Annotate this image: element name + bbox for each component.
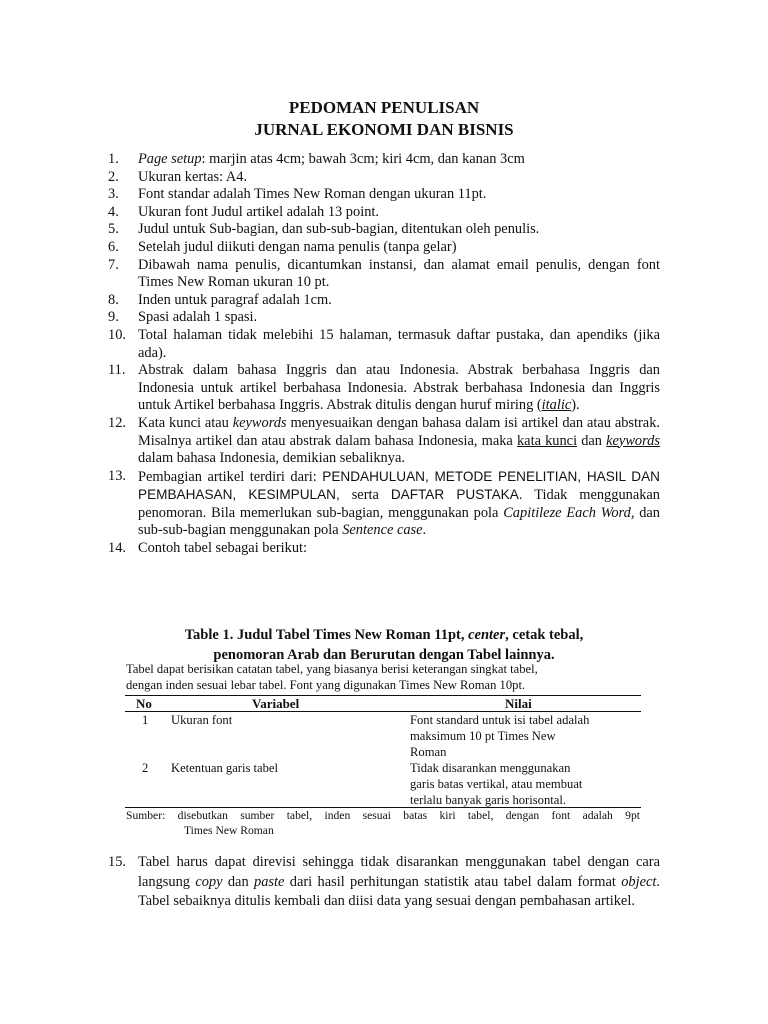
- list-item-4: [108, 204, 660, 222]
- list-item-10: [108, 327, 660, 362]
- table-cell-no: 2: [142, 761, 149, 775]
- list-item-2: [108, 169, 660, 187]
- item-number: 4.: [108, 203, 119, 220]
- item-text: dalam bahasa Indonesia, demikian sebaliknya.: [138, 450, 405, 467]
- item-text: dan: [222, 873, 255, 890]
- list-item-12: [108, 415, 660, 468]
- item-text: menyesuaikan dengan bahasa dalam isi artikel dan atau abstrak. Misalnya artikel dan atau abstrak dalam bahasa Indonesia, maka: [138, 414, 660, 449]
- item-text-italic: paste: [254, 873, 285, 890]
- item-text: Kata kunci atau: [138, 414, 233, 431]
- item-number: 6.: [108, 238, 119, 255]
- page-title-line-2: JURNAL EKONOMI DAN BISNIS: [254, 120, 514, 139]
- item-text: Tidak menggunakan penomoran. Bila memerlukan sub-bagian, menggunakan pola: [138, 487, 660, 521]
- item-text: Judul untuk Sub-bagian, dan sub-sub-bagian, ditentukan oleh penulis.: [138, 221, 540, 238]
- table-cell-nilai: Font standard untuk isi tabel adalah: [410, 713, 590, 727]
- item-text: ).: [571, 397, 580, 414]
- item-text: Font standar adalah Times New Roman dengan ukuran 11pt.: [138, 186, 487, 203]
- list-item-15: [108, 853, 660, 912]
- item-number: 13.: [108, 467, 126, 484]
- list-item-3: [108, 186, 660, 204]
- item-number: 8.: [108, 291, 119, 308]
- item-number: 11.: [108, 362, 126, 379]
- list-item-8: [108, 292, 660, 310]
- list-item-14: [108, 540, 660, 558]
- table-note-line-1: Tabel dapat berisikan catatan tabel, yang biasanya berisi keterangan singkat tabel,: [126, 662, 538, 676]
- table-cell-nilai: Roman: [410, 745, 447, 759]
- item-text-italic: object: [621, 873, 657, 890]
- item-number: 14.: [108, 540, 126, 557]
- item-number: 12.: [108, 414, 126, 431]
- item-text: Inden untuk paragraf adalah 1cm.: [138, 291, 332, 308]
- list-item-11: [108, 362, 660, 415]
- item-text: dan: [577, 432, 607, 449]
- table-cell-variabel: Ketentuan garis tabel: [171, 761, 279, 775]
- item-text: Dibawah nama penulis, dicantumkan instansi, dan alamat email penulis, dengan font Times New Roman ukuran 10 pt.: [138, 256, 660, 291]
- item-number: 7.: [108, 256, 119, 273]
- list-item-7: [108, 257, 660, 292]
- item-text: Ukuran kertas: A4.: [138, 168, 248, 185]
- item-text: Abstrak dalam bahasa Inggris dan atau Indonesia. Abstrak berbahasa Inggris dan Indonesia untuk artikel berbahasa Indonesia. Abstrak berbahasa Indonesia dan Inggris untuk Artikel berbahasa Inggris. Abstrak ditulis dengan huruf miring (: [138, 362, 660, 414]
- item-text: Ukuran font Judul artikel adalah 13 point.: [138, 203, 379, 220]
- item-text-sans: DAFTAR PUSTAKA.: [390, 487, 523, 503]
- item-number: 2.: [108, 168, 119, 185]
- item-number: 10.: [108, 326, 126, 343]
- item-text-italic: keywords: [232, 414, 287, 431]
- item-text-italic: italic: [541, 397, 572, 414]
- item-text-italic: Sentence case: [342, 522, 423, 539]
- item-text: Pembagian artikel terdiri dari:: [138, 468, 323, 485]
- item-text: , dan sub-sub-bagian menggunakan pola: [138, 504, 660, 539]
- page-title-line-1: PEDOMAN PENULISAN: [288, 98, 480, 117]
- item-text: Total halaman tidak melebihi 15 halaman, termasuk daftar pustaka, dan apendiks (jika ada).: [138, 326, 660, 361]
- item-text: Setelah judul diikuti dengan nama penulis (tanpa gelar): [138, 238, 457, 255]
- item-text: dari hasil perhitungan statistik atau tabel dalam format: [284, 873, 622, 890]
- item-text: serta: [339, 487, 391, 504]
- table-caption-line-2: penomoran Arab dan Berurutan dengan Tabel lainnya.: [213, 647, 555, 663]
- caption-text: Table 1. Judul Tabel Times New Roman 11pt,: [184, 627, 469, 643]
- guideline-list: [108, 151, 660, 558]
- table-cell-variabel: Ukuran font: [171, 713, 233, 727]
- item-text-italic: Capitileze Each Word: [503, 504, 631, 521]
- item-text: Spasi adalah 1 spasi.: [138, 309, 258, 326]
- table-top-rule: [125, 695, 641, 696]
- item-number: 5.: [108, 221, 119, 238]
- item-text-italic: copy: [195, 873, 223, 890]
- item-number: 3.: [108, 186, 119, 203]
- item-number: 15.: [108, 854, 126, 870]
- list-item-6: [108, 239, 660, 257]
- item-number: 9.: [108, 309, 119, 326]
- item-text-italic: Page setup: [138, 151, 202, 167]
- table-source-line-2: Times New Roman: [184, 824, 274, 837]
- table-cell-nilai: terlalu banyak garis horisontal.: [410, 793, 566, 807]
- item-text-underlined: kata kunci: [516, 432, 578, 449]
- table-note-line-2: dengan inden sesuai lebar tabel. Font yang digunakan Times New Roman 10pt.: [126, 678, 526, 692]
- list-item-5: [108, 221, 660, 239]
- item-number: 1.: [108, 151, 119, 167]
- caption-text-italic: center: [468, 627, 506, 643]
- table-header-nilai: Nilai: [505, 696, 532, 711]
- item-text-italic: keywords: [606, 432, 660, 449]
- list-item-13: [108, 468, 660, 540]
- table-cell-nilai: maksimum 10 pt Times New: [410, 729, 556, 743]
- item-text: Contoh tabel sebagai berikut:: [138, 540, 308, 557]
- guideline-list-continued: [108, 853, 660, 912]
- table-source-line-1: Sumber: disebutkan sumber tabel, inden sesuai batas kiri tabel, dengan font adalah 9pt: [126, 809, 640, 822]
- item-text-sans: PENDAHULUAN, METODE PENELITIAN, HASIL DAN PEMBAHASAN, KESIMPULAN,: [138, 468, 660, 503]
- item-text: .: [422, 522, 427, 539]
- table-cell-nilai: Tidak disarankan menggunakan: [410, 761, 571, 775]
- list-item-1: [108, 151, 660, 169]
- item-text: : marjin atas 4cm; bawah 3cm; kiri 4cm, dan kanan 3cm: [201, 151, 525, 167]
- caption-text: , cetak tebal,: [505, 627, 584, 643]
- table-header-no: No: [136, 696, 152, 711]
- table-cell-nilai: garis batas vertikal, atau membuat: [410, 777, 583, 791]
- table-cell-no: 1: [142, 713, 149, 727]
- table-caption-line-1: [108, 625, 660, 645]
- list-item-9: [108, 309, 660, 327]
- item-text: Tabel harus dapat direvisi sehingga tidak disarankan menggunakan tabel dengan cara langsung: [138, 854, 660, 890]
- item-text: . Tabel sebaiknya ditulis kembali dan diisi data yang sesuai dengan pembahasan artikel.: [138, 873, 660, 910]
- table-header-variabel: Variabel: [252, 696, 300, 711]
